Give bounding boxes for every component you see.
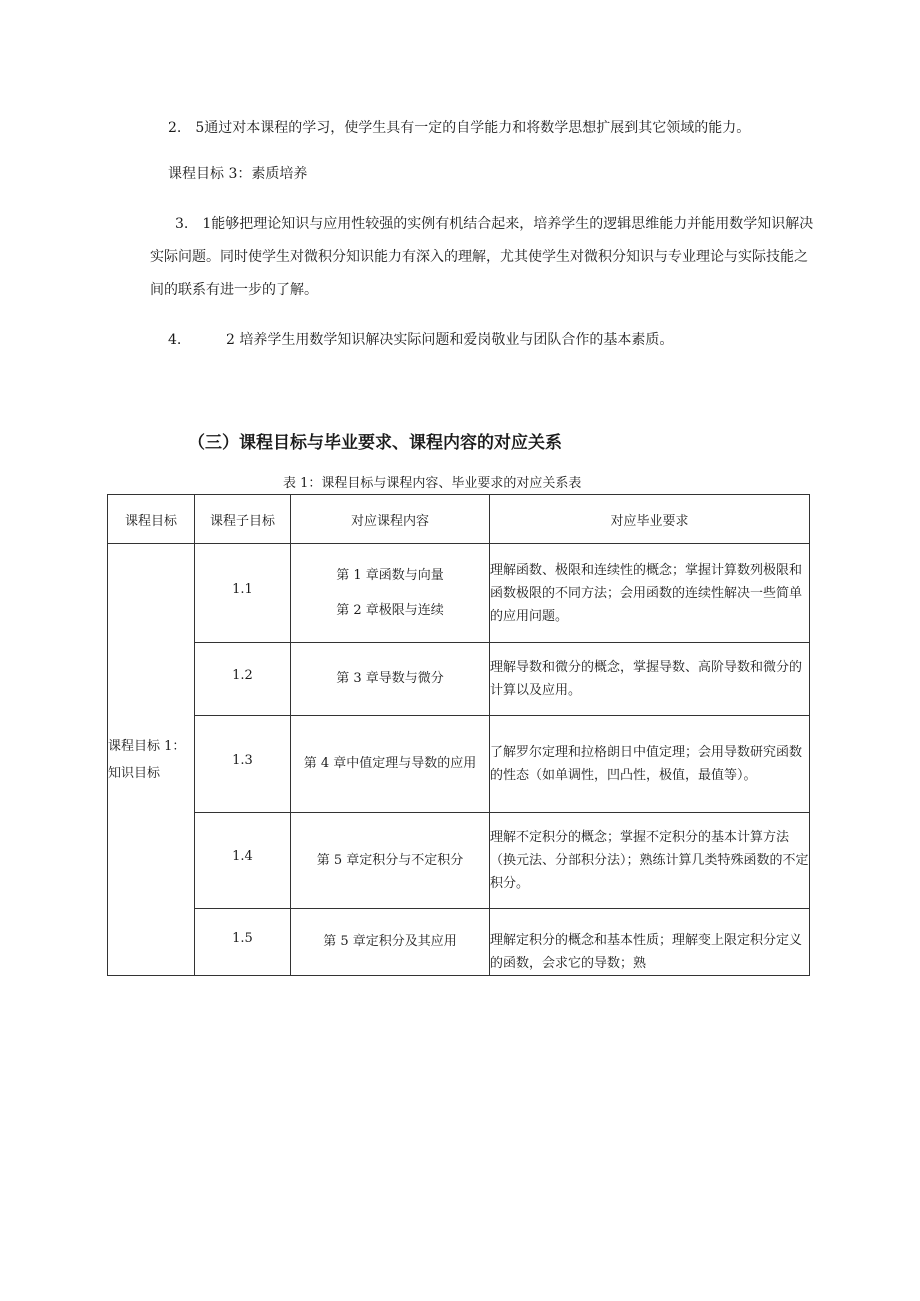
requirement-cell: 理解不定积分的概念；掌握不定积分的基本计算方法（换元法、分部积分法）；熟练计算几类特殊函数的不定积分。 [490, 813, 810, 909]
table-row [108, 909, 810, 976]
content-cell [291, 909, 490, 976]
header-course-goal: 课程目标 [108, 495, 195, 544]
content-line: 第 2 章极限与连续 [336, 602, 444, 618]
sub-goal-cell [195, 716, 291, 813]
paragraph-objective-3-1 [150, 208, 820, 307]
paragraph-text: 能够把理论知识与应用性较强的实例有机结合起来，培养学生的逻辑思维能力并能用数学知识解决实际问题。同时使学生对微积分知识能力有深入的理解，尤其使学生对微积分知识与专业理论与实际技能之间的联系有进一步的了解。 [150, 216, 814, 298]
paragraph-text: 通过对本课程的学习，使学生具有一定的自学能力和将数学思想扩展到其它领域的能力。 [204, 120, 751, 136]
objective-3-label: 课程目标 3：素质培养 [168, 166, 308, 182]
sub-goal-cell [195, 909, 291, 976]
mapping-table [107, 494, 810, 976]
paragraph-number: 4. [168, 332, 182, 348]
table-row [108, 544, 810, 643]
content-line: 第 3 章导数与微分 [336, 671, 444, 686]
goal-cell: 课程目标 1：知识目标 [108, 544, 195, 976]
table-row [108, 716, 810, 813]
requirement-cell: 理解导数和微分的概念，掌握导数、高阶导数和微分的计算以及应用。 [490, 643, 810, 716]
sub-goal-value: 1.2 [232, 667, 253, 683]
content-line: 第 4 章中值定理与导数的应用 [303, 756, 477, 771]
content-cell [291, 643, 490, 716]
table-row [108, 813, 810, 909]
content-cell [291, 544, 490, 643]
content-line: 第 5 章定积分及其应用 [323, 934, 457, 949]
sub-goal-value: 1.4 [232, 849, 253, 864]
paragraph-number: 2. 5 [168, 120, 205, 136]
header-graduation-requirement: 对应毕业要求 [490, 495, 810, 544]
table-row [108, 643, 810, 716]
sub-goal-cell [195, 544, 291, 643]
paragraph-text: 2 培养学生用数学知识解决实际问题和爱岗敬业与团队合作的基本素质。 [226, 332, 674, 348]
section-heading: （三）课程目标与毕业要求、课程内容的对应关系 [188, 433, 562, 453]
sub-goal-cell [195, 643, 291, 716]
sub-goal-value: 1.1 [232, 581, 253, 597]
sub-goal-value: 1.3 [232, 752, 253, 768]
paragraph-number: 3. 1 [175, 216, 212, 232]
content-cell [291, 716, 490, 813]
sub-goal-cell [195, 813, 291, 909]
requirement-cell: 了解罗尔定理和拉格朗日中值定理；会用导数研究函数的性态（如单调性，凹凸性，极值，最值等）。 [490, 716, 810, 813]
table-caption: 表 1：课程目标与课程内容、毕业要求的对应关系表 [283, 476, 582, 491]
header-course-content: 对应课程内容 [291, 495, 490, 544]
content-line: 第 1 章函数与向量 [336, 567, 444, 583]
requirement-cell: 理解函数、极限和连续性的概念；掌握计算数列极限和函数极限的不同方法；会用函数的连续性解决一些简单的应用问题。 [490, 544, 810, 643]
header-sub-goal: 课程子目标 [195, 495, 291, 544]
content-cell [291, 813, 490, 909]
paragraph-objective-4-2 [168, 330, 673, 350]
table-header-row [108, 495, 810, 544]
requirement-cell: 理解定积分的概念和基本性质；理解变上限定积分定义的函数，会求它的导数；熟 [490, 909, 810, 976]
paragraph-objective-2-5 [168, 118, 750, 138]
sub-goal-value: 1.5 [232, 930, 253, 946]
content-line: 第 5 章定积分与不定积分 [316, 852, 464, 868]
